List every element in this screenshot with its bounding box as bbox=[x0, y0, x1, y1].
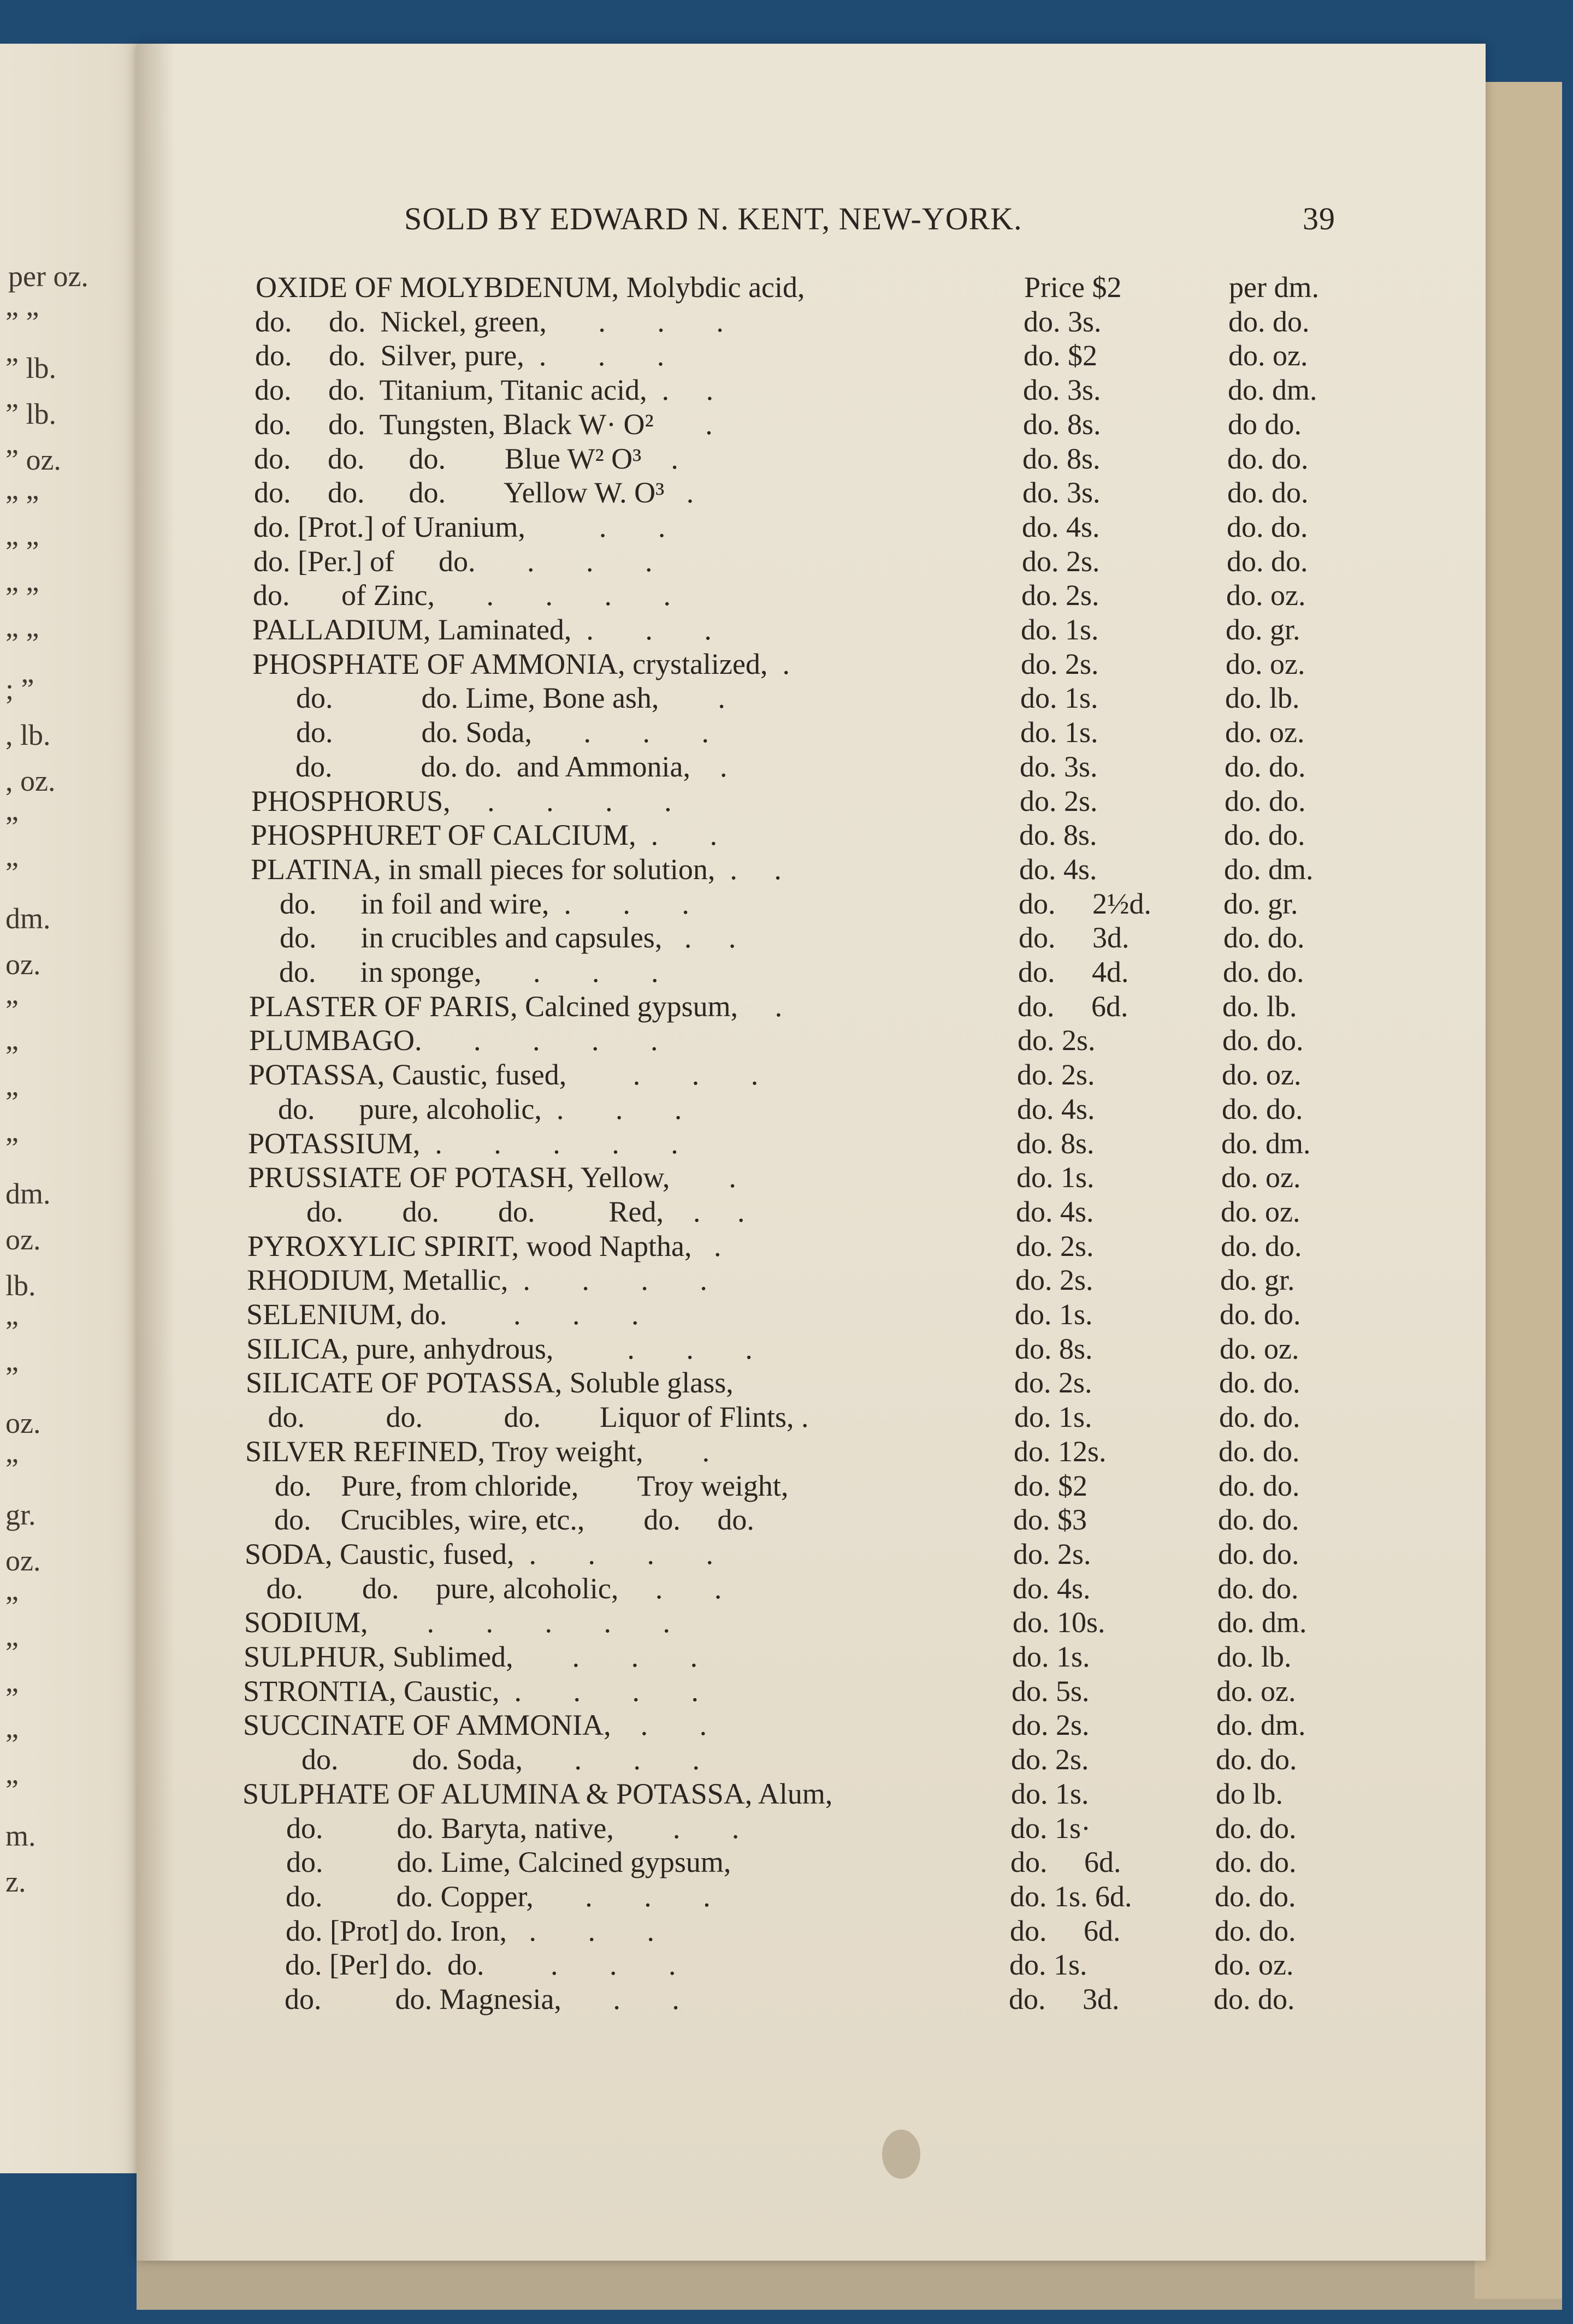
item-description: SILICA, pure, anhydrous, . . . bbox=[246, 1332, 753, 1365]
item-description: OXIDE OF MOLYBDENUM, Molybdic acid, bbox=[256, 271, 805, 304]
left-page-fragment: ” ” bbox=[5, 581, 39, 614]
list-item bbox=[0, 1400, 1573, 1434]
list-item bbox=[0, 1503, 1573, 1537]
list-item bbox=[0, 1263, 1573, 1297]
left-page-fragment: ” bbox=[5, 1590, 19, 1623]
list-item bbox=[0, 1640, 1573, 1674]
item-unit: do. lb. bbox=[1222, 989, 1297, 1023]
item-description: PLATINA, in small pieces for solution, . . bbox=[251, 852, 782, 886]
item-description: do. do. Tungsten, Black W· O² . bbox=[255, 407, 713, 441]
item-price: do. 2s. bbox=[1016, 1229, 1094, 1262]
list-item bbox=[0, 1297, 1573, 1331]
item-unit: do. oz. bbox=[1221, 1161, 1301, 1194]
item-unit: do. do. bbox=[1219, 1469, 1300, 1502]
item-price: do. $3 bbox=[1013, 1503, 1087, 1537]
item-price: do. 12s. bbox=[1014, 1434, 1107, 1468]
item-description: do. in foil and wire, . . . bbox=[250, 887, 689, 920]
list-item bbox=[0, 1195, 1573, 1229]
item-description: PALLADIUM, Laminated, . . . bbox=[252, 613, 712, 646]
list-item bbox=[0, 1845, 1573, 1879]
item-description: do. of Zinc, . . . . bbox=[253, 579, 671, 612]
item-price: do. 2½d. bbox=[1019, 887, 1151, 920]
left-page-fragment: dm. bbox=[5, 1177, 51, 1210]
item-description: do. pure, alcoholic, . . . bbox=[249, 1092, 682, 1125]
item-price: do. 1s. bbox=[1016, 1161, 1095, 1194]
list-item bbox=[0, 407, 1573, 441]
list-item bbox=[0, 1811, 1573, 1845]
item-unit: do. do. bbox=[1221, 1229, 1302, 1262]
item-price: do. $2 bbox=[1024, 339, 1097, 372]
item-description: do. do. Nickel, green, . . . bbox=[255, 305, 724, 338]
left-page-fragment: oz. bbox=[5, 948, 41, 981]
list-item bbox=[0, 647, 1573, 681]
item-description: do. do. Titanium, Titanic acid, . . bbox=[255, 374, 714, 407]
item-unit: do. oz. bbox=[1220, 1332, 1299, 1365]
left-page-fragment: ” bbox=[5, 1361, 19, 1394]
item-unit: do. do. bbox=[1220, 1298, 1301, 1331]
item-description: do. do. do. Yellow W. O³ . bbox=[254, 476, 694, 509]
item-price: do. 1s. bbox=[1020, 716, 1098, 749]
list-item bbox=[0, 1469, 1573, 1503]
item-description: do. in sponge, . . . bbox=[250, 956, 659, 988]
left-page-fragment: ” ” bbox=[5, 535, 39, 568]
item-price: do. 1s. bbox=[1012, 1640, 1090, 1673]
list-item bbox=[0, 750, 1573, 784]
item-price: do. 8s. bbox=[1015, 1332, 1093, 1365]
left-page-fragment: lb. bbox=[5, 1269, 36, 1302]
item-description: do. do. Soda, . . . bbox=[243, 1743, 700, 1776]
item-unit: do. do. bbox=[1227, 510, 1308, 543]
left-page-fragment: , oz. bbox=[5, 764, 56, 797]
item-unit: do. gr. bbox=[1220, 1264, 1295, 1297]
item-description: do. do. Baryta, native, . . bbox=[242, 1811, 740, 1845]
item-unit: do. do. bbox=[1219, 1401, 1300, 1434]
item-description: do. [Prot.] of Uranium, . . bbox=[253, 510, 666, 543]
item-unit: do do. bbox=[1228, 407, 1302, 441]
list-item bbox=[0, 544, 1573, 578]
list-item bbox=[0, 1777, 1573, 1811]
left-page-fragment: ” bbox=[5, 856, 19, 889]
item-description: PLUMBAGO. . . . . bbox=[249, 1024, 658, 1057]
item-unit: do. do. bbox=[1215, 1846, 1297, 1879]
item-unit: do. do. bbox=[1223, 921, 1305, 954]
list-item bbox=[0, 1434, 1573, 1468]
left-page-fragment: ” ” bbox=[5, 627, 39, 660]
list-item bbox=[0, 784, 1573, 818]
left-page-fragment: ” bbox=[5, 1040, 19, 1072]
item-price: do. 2s. bbox=[1017, 1058, 1095, 1092]
item-unit: do. do. bbox=[1223, 956, 1304, 988]
item-description: PHOSPHATE OF AMMONIA, crystalized, . bbox=[252, 647, 790, 680]
list-item bbox=[0, 681, 1573, 715]
item-unit: do. do. bbox=[1214, 1983, 1295, 2015]
item-unit: do. dm. bbox=[1216, 1709, 1306, 1742]
item-price: do. 1s. bbox=[1011, 1777, 1089, 1810]
list-item bbox=[0, 1127, 1573, 1160]
item-description: PRUSSIATE OF POTASH, Yellow, . bbox=[248, 1161, 736, 1194]
item-price: do. 3s. bbox=[1022, 476, 1101, 509]
left-page-fragment: ” ” bbox=[5, 306, 39, 339]
item-description: STRONTIA, Caustic, . . . . bbox=[243, 1674, 699, 1708]
item-price: do. 2s. bbox=[1021, 647, 1099, 680]
list-item bbox=[0, 852, 1573, 886]
item-price: do. 1s· bbox=[1010, 1811, 1091, 1845]
item-unit: do. oz. bbox=[1222, 1058, 1302, 1092]
item-price: do. $2 bbox=[1014, 1469, 1087, 1502]
item-description: do. do. Magnesia, . . bbox=[240, 1983, 679, 2015]
item-unit: do. do. bbox=[1224, 819, 1305, 852]
list-item bbox=[0, 510, 1573, 544]
item-unit: do. do. bbox=[1215, 1811, 1297, 1845]
item-description: SELENIUM, do. . . . bbox=[246, 1298, 639, 1331]
list-item bbox=[0, 887, 1573, 921]
item-price: do. 2s. bbox=[1011, 1743, 1089, 1776]
left-page-fragment: dm. bbox=[5, 902, 51, 935]
item-price: do. 8s. bbox=[1019, 819, 1097, 852]
left-page-fragment: ” bbox=[5, 1086, 19, 1118]
item-price: do. 2s. bbox=[1014, 1366, 1092, 1400]
item-description: do. in crucibles and capsules, . . bbox=[250, 921, 736, 954]
item-price: do. 6d. bbox=[1018, 989, 1128, 1023]
item-price: do. 1s. bbox=[1014, 1401, 1092, 1434]
paper-stain bbox=[882, 2130, 920, 2179]
item-unit: do. oz. bbox=[1228, 339, 1308, 372]
left-page-fragment: ” bbox=[5, 810, 19, 843]
item-unit: do. oz. bbox=[1225, 716, 1305, 749]
item-description: PYROXYLIC SPIRIT, wood Naptha, . bbox=[247, 1229, 722, 1262]
list-item bbox=[0, 1708, 1573, 1742]
item-price: do. 6d. bbox=[1010, 1846, 1121, 1879]
item-price: do. 4d. bbox=[1018, 956, 1129, 988]
left-page-fragment: ” bbox=[5, 1636, 19, 1669]
left-page-fragment: ” bbox=[5, 994, 19, 1027]
item-unit: do. do. bbox=[1225, 784, 1306, 817]
item-description: do. do. Silver, pure, . . . bbox=[255, 339, 665, 372]
item-unit: do. do. bbox=[1219, 1434, 1300, 1468]
item-price: do. 4s. bbox=[1013, 1572, 1091, 1605]
item-description: PHOSPHORUS, . . . . bbox=[251, 784, 672, 817]
item-unit: do. do. bbox=[1215, 1880, 1296, 1913]
item-description: do. [Per] do. do. . . . bbox=[241, 1948, 676, 1982]
page-number: 39 bbox=[1303, 201, 1335, 236]
item-description: RHODIUM, Metallic, . . . . bbox=[247, 1264, 707, 1297]
item-description: PLASTER OF PARIS, Calcined gypsum, . bbox=[249, 989, 783, 1023]
list-item bbox=[0, 305, 1573, 339]
item-description: SULPHATE OF ALUMINA & POTASSA, Alum, bbox=[243, 1777, 833, 1810]
item-description: SULPHUR, Sublimed, . . . bbox=[244, 1640, 698, 1673]
left-page-fragment: ; ” bbox=[5, 673, 34, 706]
item-price: do. 8s. bbox=[1023, 407, 1101, 441]
left-page-fragment: ” lb. bbox=[5, 352, 56, 384]
list-item bbox=[0, 373, 1573, 407]
item-price: do. 3d. bbox=[1019, 921, 1130, 954]
item-price: do. 2s. bbox=[1013, 1537, 1091, 1570]
item-price: do. 1s. 6d. bbox=[1010, 1880, 1132, 1913]
list-item bbox=[0, 1914, 1573, 1948]
item-price: do. 1s. bbox=[1020, 681, 1098, 715]
list-item bbox=[0, 270, 1573, 304]
list-item bbox=[0, 1160, 1573, 1194]
item-price: do. 8s. bbox=[1022, 442, 1101, 475]
item-description: SILVER REFINED, Troy weight, . bbox=[245, 1434, 710, 1468]
left-page-fragment: m. bbox=[5, 1819, 36, 1852]
list-item bbox=[0, 1229, 1573, 1263]
item-price: do. 5s. bbox=[1012, 1674, 1090, 1708]
list-item bbox=[0, 955, 1573, 989]
item-unit: do. do. bbox=[1227, 442, 1309, 475]
left-page-fragment: per oz. bbox=[8, 260, 88, 293]
item-price: do. 4s. bbox=[1017, 1092, 1095, 1125]
item-description: do. do. Copper, . . . bbox=[241, 1880, 711, 1913]
item-unit: do. oz. bbox=[1226, 647, 1305, 680]
item-price: do. 2s. bbox=[1020, 784, 1098, 817]
item-price: do. 4s. bbox=[1016, 1195, 1094, 1228]
item-description: do. do. Soda, . . . bbox=[252, 716, 709, 749]
list-item bbox=[0, 1366, 1573, 1400]
item-description: do. do. do. Red, . . bbox=[247, 1195, 745, 1228]
item-description: PHOSPHURET OF CALCIUM, . . bbox=[251, 819, 718, 852]
item-unit: do. lb. bbox=[1225, 681, 1300, 715]
left-page-fragment: ” bbox=[5, 1315, 19, 1348]
left-page-fragment: ” bbox=[5, 1131, 19, 1164]
item-description: do. do. do. Liquor of Flints, . bbox=[246, 1401, 809, 1434]
list-item bbox=[0, 1674, 1573, 1708]
left-page-fragment: oz. bbox=[5, 1407, 41, 1439]
list-item bbox=[0, 989, 1573, 1023]
item-description: SILICATE OF POTASSA, Soluble glass, bbox=[246, 1366, 734, 1400]
item-unit: do. gr. bbox=[1223, 887, 1298, 920]
list-item bbox=[0, 1332, 1573, 1366]
item-price: do. 6d. bbox=[1010, 1914, 1121, 1947]
item-unit: do. do. bbox=[1227, 476, 1309, 509]
list-item bbox=[0, 1948, 1573, 1982]
left-page-fragment: ” bbox=[5, 1774, 19, 1806]
item-unit: do. oz. bbox=[1221, 1195, 1300, 1228]
item-price: do. 1s. bbox=[1015, 1298, 1093, 1331]
item-unit: do. do. bbox=[1222, 1092, 1303, 1125]
left-page-fragment: ” ” bbox=[5, 489, 39, 522]
list-item bbox=[0, 442, 1573, 476]
item-description: do. do. do. and Ammonia, . bbox=[251, 750, 728, 783]
list-item bbox=[0, 1092, 1573, 1126]
item-price: do. 4s. bbox=[1022, 510, 1100, 543]
left-page-fragment: oz. bbox=[5, 1223, 41, 1256]
item-unit: do. dm. bbox=[1221, 1127, 1311, 1160]
item-description: do. do. pure, alcoholic, . . bbox=[244, 1572, 722, 1605]
item-description: SUCCINATE OF AMMONIA, . . bbox=[243, 1709, 707, 1742]
item-description: do. [Per.] of do. . . . bbox=[253, 544, 653, 578]
item-description: do. do. do. Blue W² O³ . bbox=[254, 442, 678, 475]
list-item bbox=[0, 1023, 1573, 1057]
item-price: Price $2 bbox=[1024, 271, 1122, 304]
item-description: SODIUM, . . . . . bbox=[244, 1606, 671, 1639]
list-item bbox=[0, 1880, 1573, 1913]
item-unit: per dm. bbox=[1229, 271, 1319, 304]
item-unit: do. do. bbox=[1216, 1743, 1297, 1776]
list-item bbox=[0, 578, 1573, 612]
left-page-fragment: ” oz. bbox=[5, 443, 61, 476]
item-unit: do lb. bbox=[1216, 1777, 1284, 1810]
item-price: do. 3s. bbox=[1024, 305, 1102, 338]
running-head: SOLD BY EDWARD N. KENT, NEW-YORK. bbox=[404, 201, 1022, 236]
item-description: do. [Prot] do. Iron, . . . bbox=[241, 1914, 654, 1947]
item-unit: do. do. bbox=[1218, 1537, 1299, 1570]
item-description: SODA, Caustic, fused, . . . . bbox=[245, 1537, 713, 1570]
list-item bbox=[0, 613, 1573, 647]
item-price: do. 2s. bbox=[1021, 579, 1099, 612]
item-unit: do. do. bbox=[1219, 1366, 1300, 1400]
item-price: do. 1s. bbox=[1009, 1948, 1087, 1982]
list-item bbox=[0, 1605, 1573, 1639]
item-unit: do. do. bbox=[1228, 305, 1310, 338]
item-price: do. 2s. bbox=[1022, 544, 1100, 578]
left-page-fragment: oz. bbox=[5, 1544, 41, 1577]
left-page-fragment: ” bbox=[5, 1682, 19, 1715]
item-unit: do. gr. bbox=[1226, 613, 1300, 646]
left-page-fragment: ” lb. bbox=[5, 398, 56, 430]
list-item bbox=[0, 1982, 1573, 2016]
item-description: POTASSA, Caustic, fused, . . . bbox=[249, 1058, 759, 1092]
item-price: do. 4s. bbox=[1019, 852, 1097, 886]
item-price: do. 2s. bbox=[1015, 1264, 1093, 1297]
item-price: do. 1s. bbox=[1021, 613, 1099, 646]
item-unit: do. do. bbox=[1225, 750, 1306, 783]
item-unit: do. do. bbox=[1227, 544, 1308, 578]
item-unit: do. dm. bbox=[1224, 852, 1314, 886]
list-item bbox=[0, 715, 1573, 749]
item-price: do. 2s. bbox=[1012, 1709, 1090, 1742]
left-page-fragment: , lb. bbox=[5, 719, 51, 751]
item-unit: do. do. bbox=[1217, 1572, 1299, 1605]
left-page-fragment: gr. bbox=[5, 1498, 36, 1531]
item-price: do. 3d. bbox=[1009, 1983, 1120, 2015]
item-unit: do. do. bbox=[1222, 1024, 1304, 1057]
item-description: do. Pure, from chloride, Troy weight, bbox=[245, 1469, 789, 1502]
list-item bbox=[0, 1742, 1573, 1776]
item-unit: do. oz. bbox=[1216, 1674, 1296, 1708]
list-item bbox=[0, 1572, 1573, 1605]
list-item bbox=[0, 1537, 1573, 1571]
left-page-fragment: ” bbox=[5, 1728, 19, 1760]
left-page-fragment: ” bbox=[5, 1452, 19, 1485]
list-item bbox=[0, 1058, 1573, 1092]
list-item bbox=[0, 921, 1573, 954]
item-unit: do. do. bbox=[1215, 1914, 1296, 1947]
list-item bbox=[0, 339, 1573, 372]
item-price: do. 8s. bbox=[1016, 1127, 1095, 1160]
list-item bbox=[0, 818, 1573, 852]
item-unit: do. oz. bbox=[1226, 579, 1306, 612]
item-unit: do. dm. bbox=[1217, 1606, 1307, 1639]
item-unit: do. do. bbox=[1218, 1503, 1299, 1537]
item-unit: do. lb. bbox=[1217, 1640, 1292, 1673]
item-price: do. 2s. bbox=[1018, 1024, 1096, 1057]
item-price: do. 10s. bbox=[1013, 1606, 1105, 1639]
left-page-fragment: z. bbox=[5, 1865, 26, 1898]
item-description: do. do. Lime, Calcined gypsum, bbox=[242, 1846, 731, 1879]
item-description: do. Crucibles, wire, etc., do. do. bbox=[245, 1503, 754, 1537]
list-item bbox=[0, 476, 1573, 509]
item-unit: do. oz. bbox=[1214, 1948, 1294, 1982]
item-description: do. do. Lime, Bone ash, . bbox=[252, 681, 725, 715]
item-price: do. 3s. bbox=[1023, 374, 1101, 407]
item-description: POTASSIUM, . . . . . bbox=[248, 1127, 678, 1160]
item-price: do. 3s. bbox=[1020, 750, 1098, 783]
item-unit: do. dm. bbox=[1228, 374, 1317, 407]
